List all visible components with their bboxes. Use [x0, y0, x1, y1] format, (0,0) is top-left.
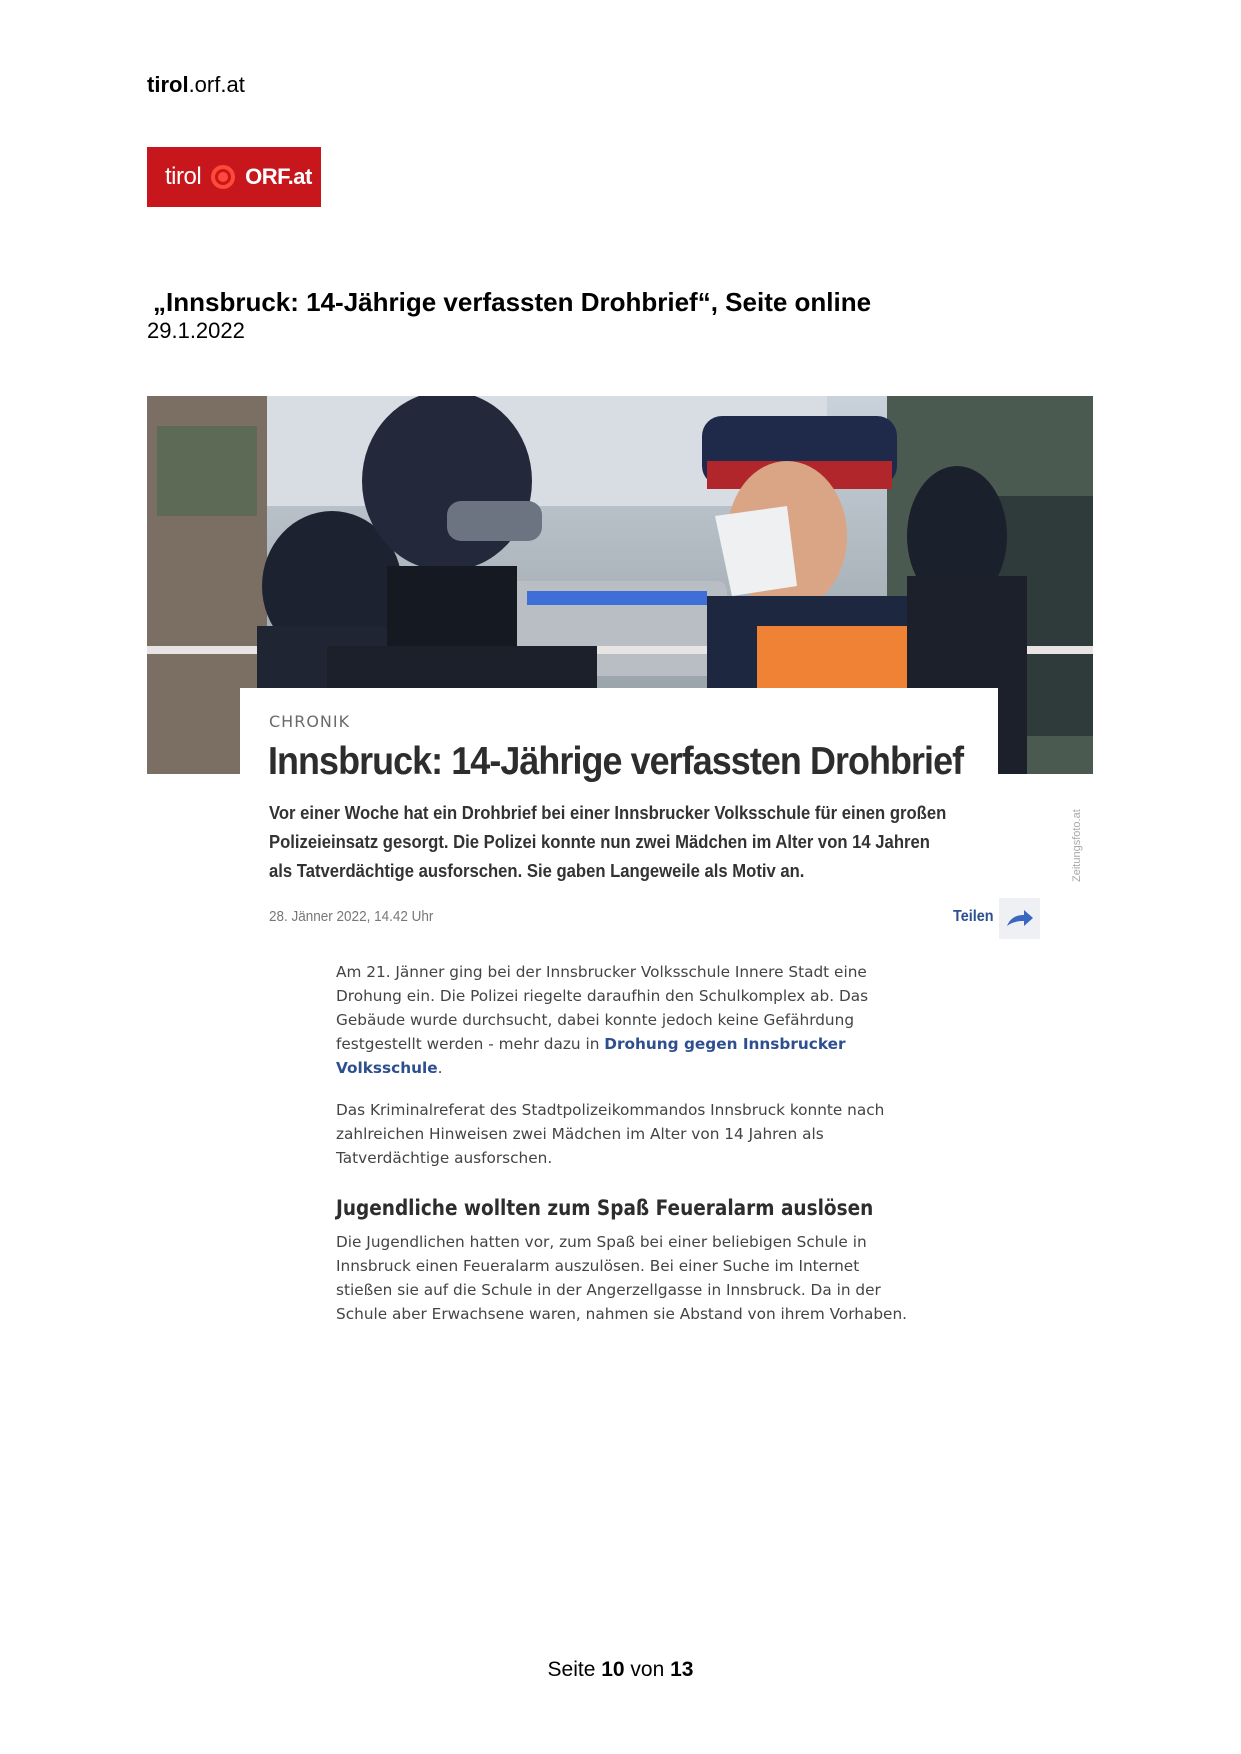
site-url-bold: tirol	[147, 72, 189, 97]
tirol-orf-logo	[147, 147, 321, 207]
related-article-link[interactable]: Drohung gegen Innsbrucker Volksschule	[336, 1035, 846, 1077]
logo-tirol-text: tirol	[165, 163, 202, 190]
share-arrow-icon	[1005, 908, 1035, 930]
site-url	[147, 72, 245, 98]
document-title: „Innsbruck: 14-Jährige verfassten Drohbrief“, Seite online	[153, 287, 872, 317]
document-date: 29.1.2022	[147, 318, 245, 343]
article-date: 28. Jänner 2022, 14.42 Uhr	[269, 908, 434, 925]
paragraph-1-end: .	[437, 1059, 443, 1077]
site-url-rest: .orf.at	[188, 72, 245, 97]
share-label[interactable]: Teilen	[953, 908, 994, 925]
footer-prefix: Seite	[547, 1658, 602, 1681]
article-category: CHRONIK	[269, 712, 351, 731]
article-paragraph-2: Das Kriminalreferat des Stadtpolizeikommandos Innsbruck konnte nach zahlreichen Hinweisen zwei Mädchen im Alter von 14 Jahren als Tatverdächtige ausforschen.	[336, 1101, 885, 1167]
article-lead: Vor einer Woche hat ein Drohbrief bei einer Innsbrucker Volksschule für einen großen Polizeieinsatz gesorgt. Die Polizei konnte nun zwei Mädchen im Alter von 14 Jahren als Tatverdächtige ausforschen. Sie gaben Langeweile als Motiv an.	[269, 802, 947, 881]
page-footer	[0, 1658, 1241, 1682]
logo-orf-text: ORF.at	[245, 164, 312, 189]
article-paragraph-3: Die Jugendlichen hatten vor, zum Spaß bei einer beliebigen Schule in Innsbruck einen Feueralarm auszulösen. Bei einer Suche im Internet stießen sie auf die Schule in der Angerzellgasse in Innsbruck. Da in der Schule aber Erwachsene waren, nahmen sie Abstand von ihrem Vorhaben.	[336, 1233, 907, 1323]
orf-eye-icon	[209, 163, 237, 191]
footer-page-total: 13	[670, 1658, 694, 1681]
article-subheading: Jugendliche wollten zum Spaß Feueralarm auslösen	[336, 1196, 874, 1220]
footer-middle: von	[624, 1658, 671, 1681]
article-headline: Innsbruck: 14-Jährige verfassten Drohbrief	[268, 740, 964, 783]
paragraph-1-text: Am 21. Jänner ging bei der Innsbrucker Volksschule Innere Stadt eine Drohung ein. Die Polizei riegelte daraufhin den Schulkomplex ab. Das Gebäude wurde durchsucht, dabei konnte jedoch keine Gefährdung festgestellt werden - mehr dazu in	[336, 963, 869, 1053]
article-paragraph-1	[336, 960, 916, 1080]
photo-credit: Zeitungsfoto.at	[1071, 809, 1083, 882]
footer-page-number: 10	[601, 1658, 625, 1681]
share-button[interactable]	[999, 898, 1040, 939]
